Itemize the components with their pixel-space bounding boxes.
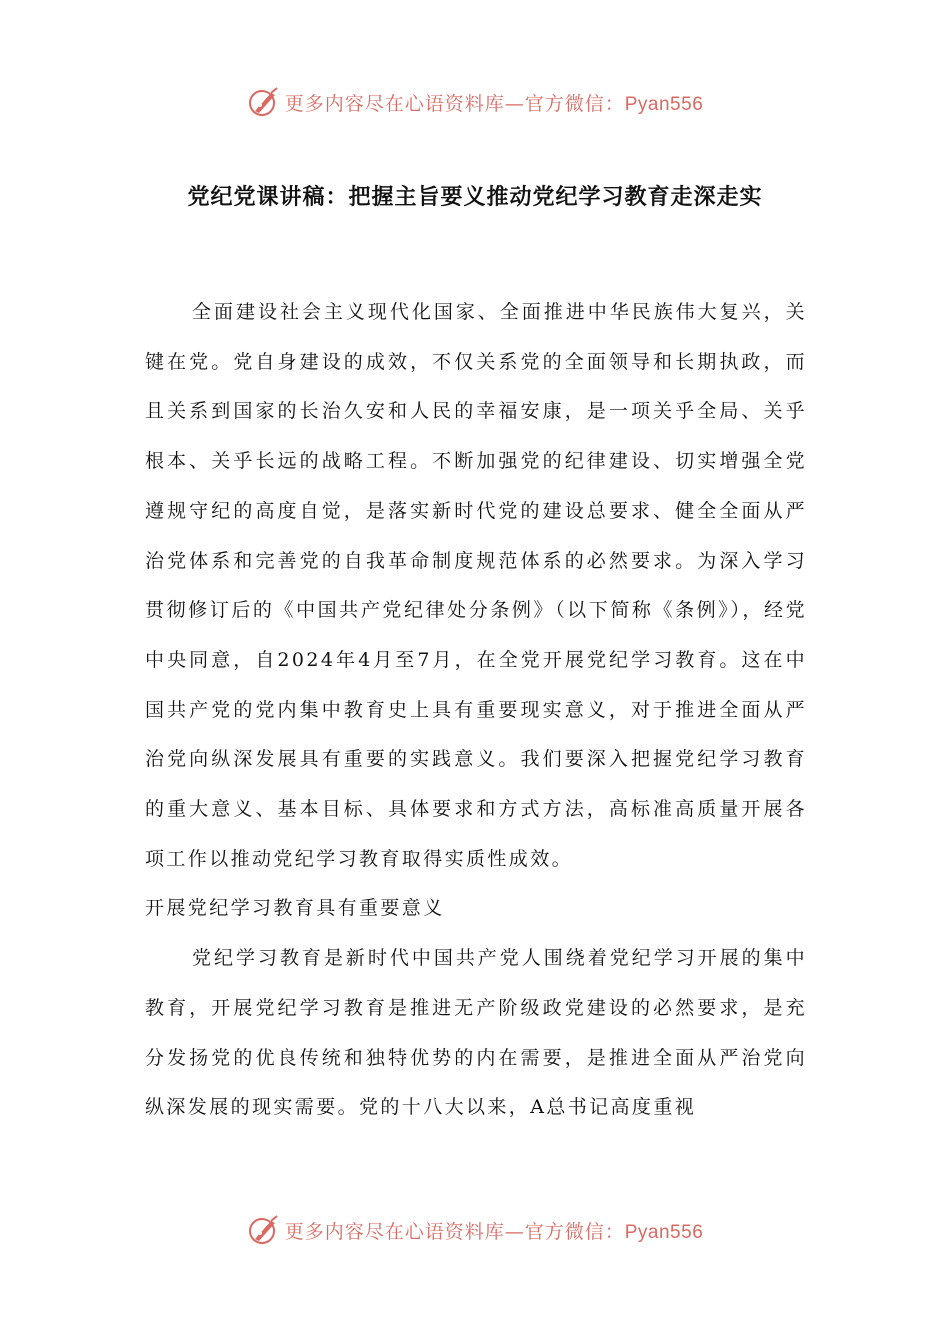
- document-body: [145, 288, 807, 1133]
- watermark-banner-top: [0, 80, 950, 124]
- paragraph: 党纪学习教育是新时代中国共产党人围绕着党纪学习开展的集中教育，开展党纪学习教育是推进无产阶级政党建设的必然要求，是充分发扬党的优良传统和独特优势的内在需要，是推进全面从严治党向纵深发展的现实需要。党的十八大以来，A总书记高度重视: [145, 947, 807, 1119]
- watermark-text: 更多内容尽在心语资料库—官方微信：Pyan556: [284, 92, 704, 115]
- section-heading: 开展党纪学习教育具有重要意义: [145, 897, 445, 920]
- paragraph: 全面建设社会主义现代化国家、全面推进中华民族伟大复兴，关键在党。党自身建设的成效，不仅关系党的全面领导和长期执政，而且关系到国家的长治久安和人民的幸福安康，是一项关乎全局、关乎根本、关乎长远的战略工程。不断加强党的纪律建设、切实增强全党遵规守纪的高度自觉，是落实新时代党的建设总要求、健全全面从严治党体系和完善党的自我革命制度规范体系的必然要求。为深入学习贯彻修订后的《中国共产党纪律处分条例》（以下简称《条例》），经党中央同意，自2024年4月至7月，在全党开展党纪学习教育。这在中国共产党的党内集中教育史上具有重要现实意义，对于推进全面从严治党向纵深发展具有重要的实践意义。我们要深入把握党纪学习教育的重大意义、基本目标、具体要求和方式方法，高标准高质量开展各项工作以推动党纪学习教育取得实质性成效。: [145, 301, 807, 870]
- pen-logo-icon: [247, 85, 281, 119]
- watermark-text: 更多内容尽在心语资料库—官方微信：Pyan556: [284, 1220, 704, 1243]
- watermark-banner-bottom: [0, 1208, 950, 1252]
- pen-logo-icon: [247, 1213, 281, 1247]
- document-title: 党纪党课讲稿：把握主旨要义推动党纪学习教育走深走实: [187, 185, 763, 210]
